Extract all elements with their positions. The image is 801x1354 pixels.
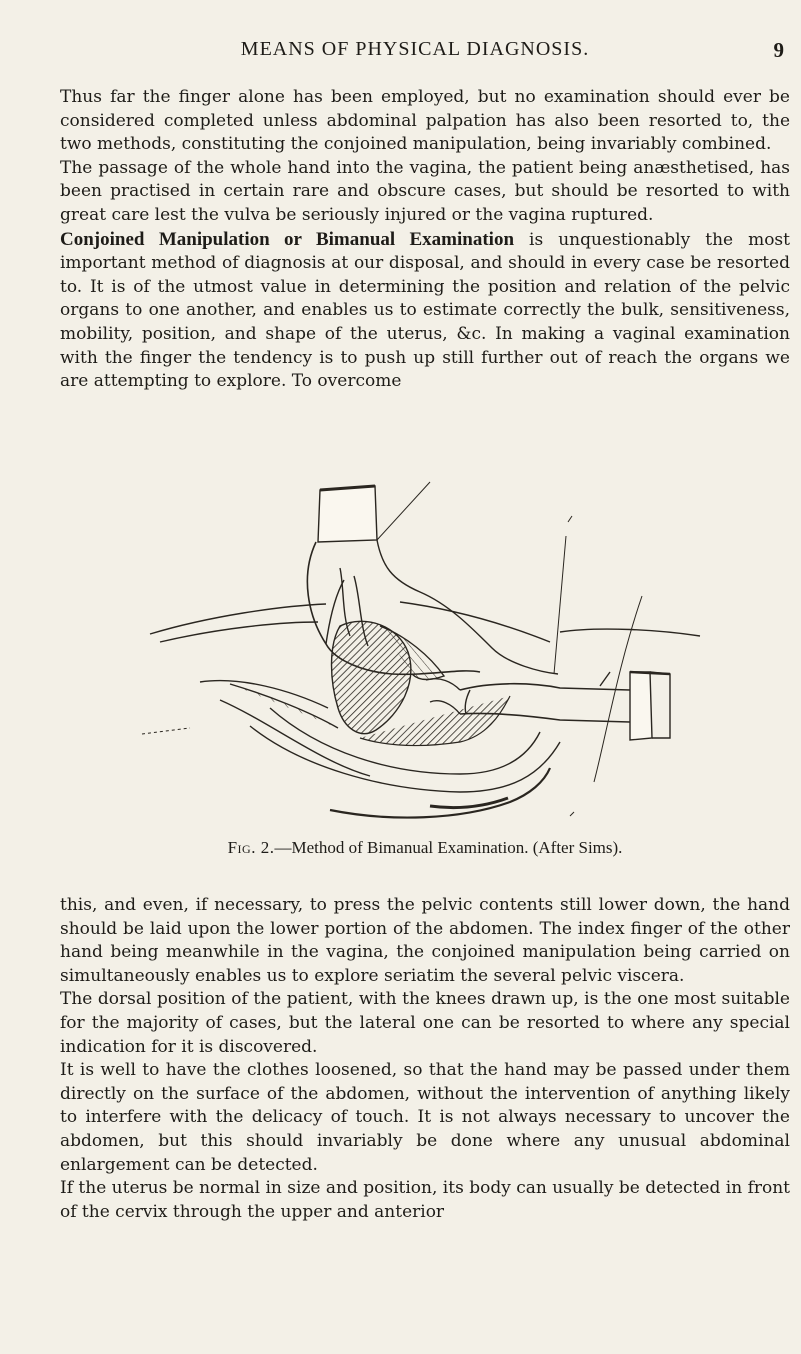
figure-caption-text: —Method of Bimanual Examination. (After Sims). (274, 838, 623, 857)
page-number: 9 (773, 38, 784, 62)
paragraph: If the uterus be normal in size and position, its body can usually be detected in front of the cervix through the upper and anterior (60, 1178, 790, 1222)
paragraph: Thus far the finger alone has been employed, but no examination should ever be considered completed unless abdominal palpation has also been resorted to, the two methods, constituting the conjoined manipulation, being invariably combined. (60, 87, 790, 155)
page-header (60, 38, 786, 68)
paragraph (60, 228, 790, 394)
body-text-upper (60, 86, 790, 394)
paragraph: this, and even, if necessary, to press the pelvic contents still lower down, the hand should be laid upon the lower portion of the abdomen. The index finger of the other hand being meanwhile in the vagina, the conjoined manipulation being carried on simultaneously enables us to explore seriatim the several pelvic viscera. (60, 895, 790, 986)
running-head: MEANS OF PHYSICAL DIAGNOSIS. (240, 38, 590, 60)
paragraph-text: is unquestionably the most important method of diagnosis at our disposal, and should in every case be resorted to. It is of the utmost value in determining the position and relation of the pelvic organs to one another, and enables us to estimate correctly the bulk, sensitiveness, mobility, position, and shape of the uterus, &c. In making a vaginal examination with the finger the tendency is to push up still further out of reach the organs we are attempting to explore. To overcome (60, 229, 790, 392)
section-lead-heading: Conjoined Manipulation or Bimanual Examination (60, 228, 515, 250)
paragraph: It is well to have the clothes loosened, so that the hand may be passed under them directly on the surface of the abdomen, without the intervention of anything likely to interfere with the delicacy of touch. It is not always necessary to uncover the abdomen, but this should invariably be done where any unusual abdominal enlargement can be detected. (60, 1060, 790, 1175)
bimanual-examination-illustration (130, 476, 770, 826)
body-text-lower (60, 894, 790, 1224)
figure-label: Fig. 2. (227, 838, 275, 857)
paragraph: The dorsal position of the patient, with the knees drawn up, is the one most suitable for the majority of cases, but the lateral one can be resorted to where any special indication for it is discovered. (60, 989, 790, 1057)
paragraph: The passage of the whole hand into the vagina, the patient being anæsthetised, has been practised in certain rare and obscure cases, but should be resorted to with great care lest the vulva be seriously injured or the vagina ruptured. (60, 157, 790, 225)
figure-caption (60, 838, 790, 858)
